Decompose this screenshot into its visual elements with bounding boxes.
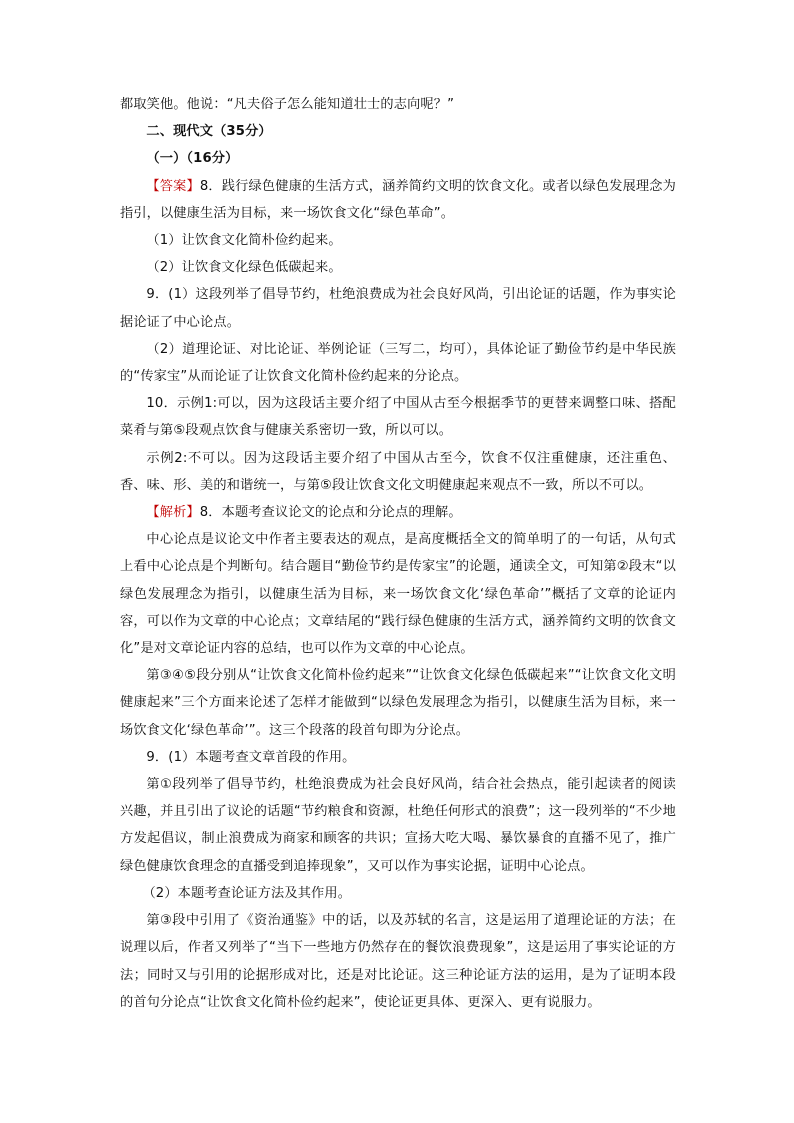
paragraph: （2）道理论证、对比论证、举例论证（三写二，均可），具体论证了勤俭节约是中华民族的“传家宝”从而论证了让饮食文化简朴俭约起来的分论点。: [120, 341, 676, 385]
paragraph: 都取笑他。他说：“凡夫俗子怎么能知道壮士的志向呢？”: [120, 97, 455, 112]
paragraph: 示例2:不可以。因为这段话主要介绍了中国从古至今，饮食不仅注重健康，还注重色、香、味、形、美的和谐统一，与第⑤段让饮食文化文明健康起来观点不一致，所以不可以。: [120, 450, 676, 493]
subsection-heading: （一）（16分）: [146, 151, 239, 167]
paragraph: （2）让饮食文化绿色低碳起来。: [146, 260, 342, 276]
paragraph: 中心论点是议论文中作者主要表达的观点，是高度概括全文的简单明了的一句话，从句式上看中心论点是个判断句。结合题目“勤俭节约是传家宝”的论题，通读全文，可知第②段末“以绿色发展理念为指引，以健康生活为目标，来一场饮食文化‘绿色革命’”概括了文章的论证内容，可以作为文章的中心论点；文章结尾的“践行绿色健康的生活方式，涵养简约文明的饮食文化”是对文章论证内容的总结，也可以作为文章的中心论点。: [120, 532, 676, 657]
paragraph: 第①段列举了倡导节约，杜绝浪费成为社会良好风尚，结合社会热点，能引起读者的阅读兴趣，并且引出了议论的话题“节约粮食和资源，杜绝任何形式的浪费”；这一段列举的“不少地方发起倡议，制止浪费成为商家和顾客的共识；宣扬大吃大喝、暴饮暴食的直播不见了，推广绿色健康饮食理念的直播受到追捧现象”，又可以作为事实论据，证明中心论点。: [120, 777, 676, 874]
answer-paragraph: 【答案】8．践行绿色健康的生活方式，涵养简约文明的饮食文化。或者以绿色发展理念为指引，以健康生活为目标，来一场饮食文化“绿色革命”。: [120, 178, 676, 221]
paragraph: 第③段中引用了《资治通鉴》中的话，以及苏轼的名言，这是运用了道理论证的方法；在说理以后，作者又列举了“当下一些地方仍然存在的餐饮浪费现象”，这是运用了事实论证的方法；同时又与引用的论据形成对比，还是对比论证。这三种论证方法的运用，是为了证明本段的首句分论点“让饮食文化简朴俭约起来”，使论证更具体、更深入、更有说服力。: [120, 913, 676, 1010]
paragraph: 9．(1）本题考查文章首段的作用。: [146, 749, 356, 765]
section-heading-modern-text: 二、现代文（35分）: [146, 124, 272, 140]
answer-text-body: [120, 91, 676, 1016]
answer-tag: 【答案】: [146, 178, 200, 194]
paragraph: 9．(1）这段列举了倡导节约，杜绝浪费成为社会良好风尚，引出论证的话题，作为事实论据论证了中心论点。: [120, 287, 676, 330]
analysis-paragraph: 【解析】8．本题考查议论文的论点和分论点的理解。: [146, 505, 462, 521]
paragraph: （1）让饮食文化简朴俭约起来。: [146, 233, 342, 249]
analysis-tag: 【解析】: [146, 505, 200, 521]
paragraph: 第③④⑤段分别从“让饮食文化简朴俭约起来”“让饮食文化绿色低碳起来”“让饮食文化文明健康起来”三个方面来论述了怎样才能做到“以绿色发展理念为指引，以健康生活为目标，来一场饮食文化‘绿色革命’”。这三个段落的段首句即为分论点。: [120, 668, 676, 738]
paragraph: 10．示例1:可以，因为这段话主要介绍了中国从古至今根据季节的更替来调整口味、搭配菜肴与第⑤段观点饮食与健康关系密切一致，所以可以。: [120, 396, 676, 439]
paragraph: （2）本题考查论证方法及其作用。: [142, 885, 352, 901]
